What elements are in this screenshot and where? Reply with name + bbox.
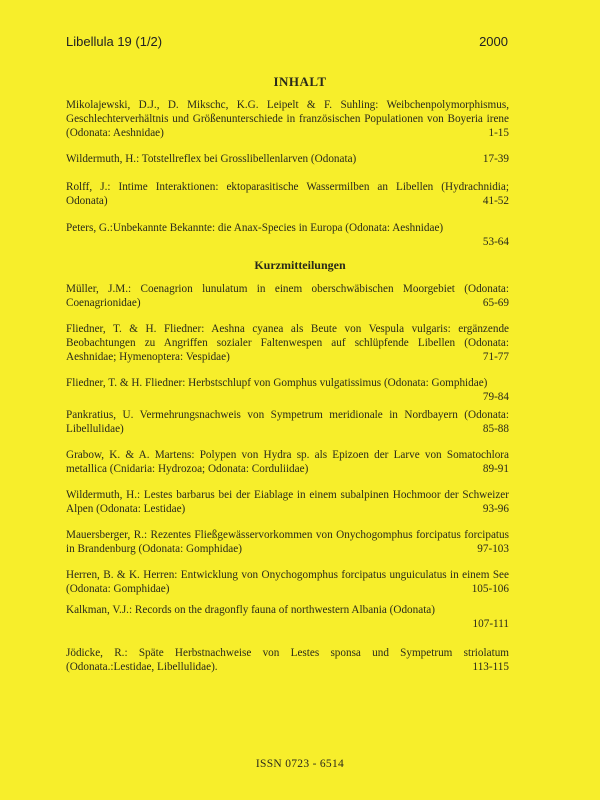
toc-entry [66, 282, 509, 310]
toc-entry [66, 221, 509, 249]
entry-pages: 107-111 [472, 618, 509, 630]
entry-pages: 65-69 [482, 297, 509, 309]
entry-pages: 105-106 [471, 583, 509, 595]
issn-number: ISSN 0723 - 6514 [255, 758, 345, 770]
entry-pages: 113-115 [472, 661, 509, 673]
entry-text: Jödicke, R.: Späte Herbstnachweise von Lestes sponsa und Sympetrum striolatum (Odonata.:Lestidae, Libellulidae). [66, 647, 509, 673]
entry-text: Kalkman, V.J.: Records on the dragonfly fauna of northwestern Albania (Odonata) [66, 604, 435, 616]
entry-pages: 89-91 [482, 463, 509, 475]
entry-text: Mauersberger, R.: Rezentes Fließgewässervorkommen von Onychogomphus forcipatus forcipatus in Brandenburg (Odonata: Gomphidae) [66, 529, 509, 555]
toc-entry [66, 322, 509, 364]
entry-pages: 1-15 [488, 127, 509, 139]
page-header [66, 34, 508, 49]
entry-text: Rolff, J.: Intime Interaktionen: ektoparasitische Wassermilben an Libellen (Hydrachnidia; Odonata) [66, 181, 509, 207]
entry-text: Grabow, K. & A. Martens: Polypen von Hydra sp. als Epizoen der Larve von Somatochlora metallica (Cnidaria: Hydrozoa; Odonata: Corduliidae) [66, 449, 509, 475]
entry-pages: 93-96 [482, 503, 509, 515]
entry-text: Peters, G.:Unbekannte Bekannte: die Anax-Species in Europa (Odonata: Aeshnidae) [66, 222, 444, 234]
toc-entry [66, 448, 509, 476]
toc-entry [66, 646, 509, 674]
toc-entry [66, 528, 509, 556]
entry-pages: 53-64 [482, 236, 509, 248]
entry-pages: 79-84 [482, 391, 509, 403]
toc-entry [66, 408, 509, 436]
entry-text: Wildermuth, H.: Totstellreflex bei Grosslibellenlarven (Odonata) [66, 153, 357, 165]
entry-pages: 71-77 [482, 351, 509, 363]
toc-entry [66, 488, 509, 516]
toc-entry [66, 152, 509, 166]
entry-pages: 85-88 [482, 423, 509, 435]
entry-text: Wildermuth, H.: Lestes barbarus bei der Eiablage in einem subalpinen Hochmoor der Schweizer Alpen (Odonata: Lestidae) [66, 489, 509, 515]
entry-text: Herren, B. & K. Herren: Entwicklung von Onychogomphus forcipatus unguiculatus in einem See (Odonata: Gomphidae) [66, 569, 509, 595]
entry-text: Fliedner, T. & H. Fliedner: Aeshna cyanea als Beute von Vespula vulgaris: ergänzende Beobachtungen zu Angriffen sozialer Faltenwespen auf schlüpfende Libellen (Odonata: Aeshnidae; Hymenoptera: Vespidae) [66, 323, 509, 363]
entry-pages: 41-52 [482, 195, 509, 207]
publication-year: 2000 [479, 34, 508, 49]
contents-title: INHALT [273, 74, 327, 89]
short-communications-heading: Kurzmitteilungen [254, 258, 346, 272]
toc-entry [66, 98, 509, 140]
toc-entry [66, 603, 509, 631]
entry-text: Müller, J.M.: Coenagrion lunulatum in einem oberschwäbischen Moorgebiet (Odonata: Coenagrionidae) [66, 283, 509, 309]
toc-entry [66, 180, 509, 208]
toc-entry [66, 376, 509, 404]
entry-pages: 97-103 [477, 543, 509, 555]
entry-text: Mikolajewski, D.J., D. Mikschc, K.G. Leipelt & F. Suhling: Weibchenpolymorphismus, Geschlechterverhältnis und Größenunterschiede in französischen Populationen von Boyeria irene (Odonata: Aeshnidae) [66, 99, 509, 139]
entry-text: Fliedner, T. & H. Fliedner: Herbstschlupf von Gomphus vulgatissimus (Odonata: Gomphidae) [66, 377, 488, 389]
journal-issue: Libellula 19 (1/2) [66, 34, 163, 49]
entry-text: Pankratius, U. Vermehrungsnachweis von Sympetrum meridionale in Nordbayern (Odonata: Libellulidae) [66, 409, 509, 435]
entry-pages: 17-39 [482, 153, 509, 165]
toc-entry [66, 568, 509, 596]
